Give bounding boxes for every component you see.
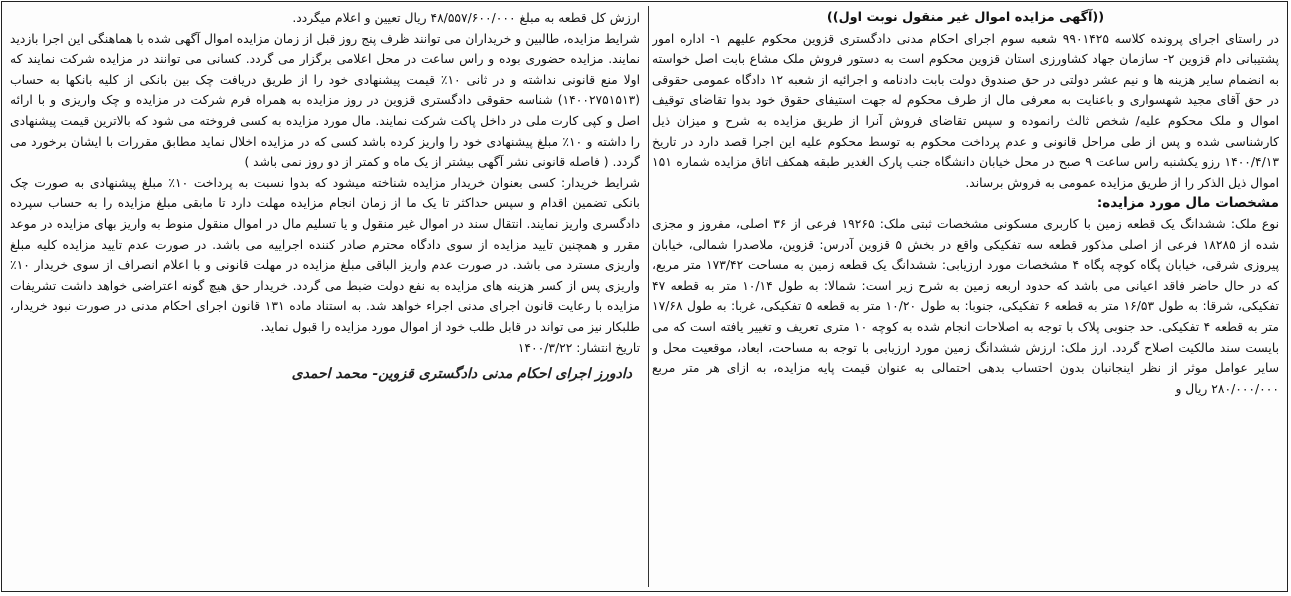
notice-heading: ((آگهی مزایده اموال غیر منقول نوبت اول)) [826, 10, 1105, 25]
right-column [652, 8, 1279, 587]
specs-title: مشخصات مال مورد مزایده: [1096, 195, 1279, 212]
auction-conditions: شرایط مزایده، طالبین و خریداران می توانند ظرف پنج روز قبل از زمان مزایده اموال آگهی شده با هماهنگی این اجرا بازدید نمایند. مزایده حضوری بوده و راس ساعت در محل اعلامی برگزار می گردد. کسانی می توانند در مزایده شرکت نمایند که اولا منع قانونی نداشته و در ثانی ۱۰٪ قیمت پیشنهادی خود را از طریق دریافت چک بین بانکی از کلیه بانکها به حساب (۱۴۰۰۲۷۵۱۵۱۳) شناسه حقوقی دادگستری قزوین در روز مزایده به همراه فرم شرکت در مزایده و چک واریزی و با ارائه اصل و کپی کارت ملی در داخل پاکت شرکت نمایند. مال مورد مزایده به کسی فروخته می شود که بالاترین قیمت پیشنهادی را داشته و ۱۰٪ مبلغ پیشنهادی خود را واریز کرده باشد کسی که در مزایده اخلال نماید مطابق مقررات با ایشان برخورد می گردد. ( فاصله قانونی نشر آگهی بیشتر از یک ماه و کمتر از دو روز نمی باشد ) [10, 31, 640, 170]
notice-intro: در راستای اجرای پرونده کلاسه ۹۹۰۱۴۲۵ شعبه سوم اجرای احکام مدنی دادگستری قزوین محکوم علیهم ۱- اداره امور پشتیبانی دام قزوین ۲- سازمان جهاد کشاورزی استان قزوین محکوم است به دستور فروش ملک مشاع بابت اصل خواسته به انضمام سایر هزینه ها و نیم عشر دولتی در حق صندوق دولت بابت دادنامه و اجرائیه از شعبه ۱۲ دادگاه عمومی حقوقی در حق آقای مجید شهسواری و باعنایت به معرفی مال از طرف محکوم له جهت استیفای حقوق خود بدوا تقاضای توقیف اموال و ملک محکوم علیه/ شخص ثالث رانموده و سپس تقاضای فروش آنرا از طریق مزایده به شرح و میزان ذیل کارشناسی شده و پس از طی مراحل قانونی و عدم پرداخت محکوم به توسط محکوم علیه این اجرا قصد دارد در تاریخ ۱۴۰۰/۴/۱۳ رزو یکشنبه راس ساعت ۹ صبح در محل خیابان دانشگاه جنب پارک الغدیر طبقه همکف اتاق مزایده شماره ۱۵۱ اموال ذیل الذکر را از طریق مزایده عمومی به فروش برساند. [652, 31, 1279, 190]
column-divider [648, 6, 649, 587]
specs-body: نوع ملک: ششدانگ یک قطعه زمین با کاربری مسکونی مشخصات ثبتی ملک: ۱۹۲۶۵ فرعی از ۳۶ اصلی، مفروز و مجزی شده از ۱۸۲۸۵ فرعی از اصلی مذکور قطعه سه تفکیکی واقع در بخش ۵ قزوین آدرس: قزوین، ملاصدرا شمالی، خیابان پیروزی شرقی، خیابان پگاه کوچه پگاه ۴ مشخصات مورد ارزیابی: ششدانگ یک قطعه زمین به مساحت ۱۷۳/۴۲ متر مربع، که در حال حاضر فاقد اعیانی می باشد که حدود اربعه زمین به شرح زیر است: شمالا: به طول ۱۰/۱۴ متر به قطعه ۴۷ تفکیکی، شرقا: به طول ۱۶/۵۳ متر به قطعه ۶ تفکیکی، جنوبا: به طول ۱۰/۲۰ متر به قطعه ۵ تفکیکی، غربا: به طول ۱۷/۶۸ متر به قطعه ۴ تفکیکی. حد جنوبی پلاک با توجه به اصلاحات انجام شده به کوچه ۱۰ متری تعریف و تغییر یافته است که می بایست سند مالکیت اصلاح گردد. ارز ملک: ارزش ششدانگ زمین مورد ارزیابی با توجه به مساحت، ابعاد، موقعیت محل و سایر عوامل موثر از نظر اینجانبان بدون احتساب بدهی احتمالی به عنوان قیمت پایه مزایده، به ازای هر متر مربع ۲۸۰/۰۰۰/۰۰۰ ریال و [652, 216, 1279, 396]
total-value: ارزش کل قطعه به مبلغ ۴۸/۵۵۷/۶۰۰/۰۰۰ ریال تعیین و اعلام میگردد. [292, 11, 640, 25]
signature: دادورز اجرای احکام مدنی دادگستری قزوین- محمد احمدی [291, 366, 632, 383]
left-column [10, 8, 640, 587]
publish-date: تاریخ انتشار: ۱۴۰۰/۳/۲۲ [517, 340, 640, 355]
notice-page [1, 1, 1288, 592]
buyer-conditions: شرایط خریدار: کسی بعنوان خریدار مزایده شناخته میشود که بدوا نسبت به پرداخت ۱۰٪ مبلغ پیشنهادی به صورت چک بانکی تضمین اقدام و سپس حداکثر تا یک ما از زمان انجام مزایده مهلت دارد تا مابقی مبلغ مزایده را به حساب سپرده دادگسری واریز نمایند. انتقال سند در اموال غیر منقول و یا تسلیم مال در اموال منقول منوط به واریز بهای مزایده در موعد مقرر و همچنین تایید مزایده از سوی دادگاه محترم صادر کننده اجراییه می باشد. در صورت عدم تایید مزایده کلیه مبلغ واریزی مسترد می باشد. در صورت عدم واریز الباقی مبلغ مزایده در مهلت قانونی و با اعلام انصراف از سوی خریدار ۱۰٪ واریزی پس از کسر هزینه های مزایده به نفع دولت ضبط می گردد. خریدار حق هیچ گونه اعتراضی خواهد داشت تشریفات مزایده با رعایت قانون اجرای مدنی اجراء خواهد شد. به استناد ماده ۱۳۱ قانون اجرای احکام مدنی در صورت نبود خریدار، طلبکار نیز می تواند در قابل طلب خود از اموال مورد مزایده را قبول نماید. [10, 175, 640, 334]
